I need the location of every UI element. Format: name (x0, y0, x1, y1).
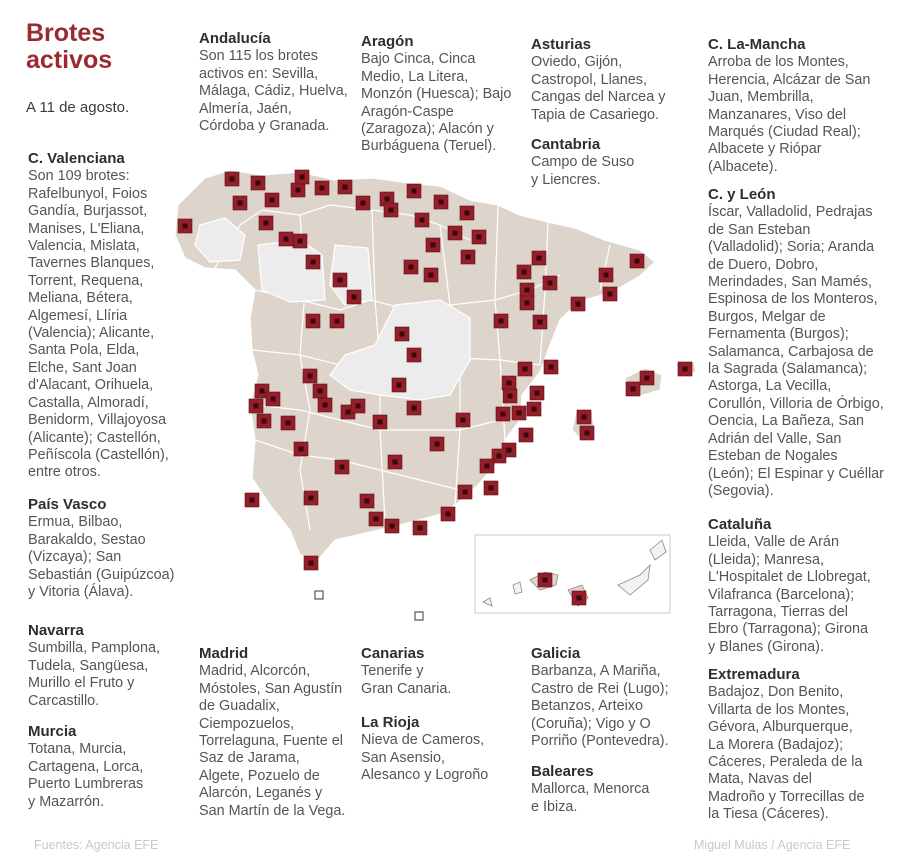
outbreak-marker-center (385, 197, 390, 202)
outbreak-marker-center (465, 211, 470, 216)
region-name: Cataluña (708, 516, 772, 533)
outbreak-marker-center (412, 406, 417, 411)
outbreak-marker-center (338, 278, 343, 283)
footer-credit: Miguel Mulas / Agencia EFE (694, 838, 851, 852)
outbreak-marker-center (320, 186, 325, 191)
outbreak-marker-center (429, 273, 434, 278)
outbreak-marker-center (309, 496, 314, 501)
region-name: Extremadura (708, 666, 800, 683)
outbreak-marker-center (577, 596, 582, 601)
outbreak-marker-center (537, 256, 542, 261)
region-madrid (199, 645, 359, 820)
region-name: Asturias (531, 36, 592, 53)
outbreak-marker-center (260, 389, 265, 394)
region-text: Nieva de Cameros, San Asensio, Alesanco y Logroño (361, 732, 489, 784)
outbreak-marker-center (435, 442, 440, 447)
region-cataluna (708, 516, 898, 656)
region-text: Badajoz, Don Benito, Villarta de los Montes, Gévora, Alburquerque, La Morera (Badajoz); Cáceres, Peraleda de la Mata, Navas del Madroño y Torrecillas de la Tiesa (Cáceres). (708, 684, 865, 823)
outbreak-marker-center (523, 367, 528, 372)
outbreak-marker-center (420, 218, 425, 223)
outbreak-marker-center (365, 499, 370, 504)
region-galicia (531, 645, 696, 750)
region-name: Baleares (531, 763, 594, 780)
outbreak-marker-center (390, 524, 395, 529)
outbreak-marker-center (284, 237, 289, 242)
outbreak-marker-center (264, 221, 269, 226)
region-name: País Vasco (28, 496, 107, 513)
region-text: Oviedo, Gijón, Castropol, Llanes, Cangas del Narcea y Tapia de Casariego. (531, 54, 666, 123)
region-aragon (361, 33, 526, 156)
outbreak-marker-center (538, 320, 543, 325)
outbreak-marker-center (393, 460, 398, 465)
outbreak-marker-center (300, 175, 305, 180)
region-name: C. La-Mancha (708, 36, 806, 53)
outbreak-marker-center (489, 486, 494, 491)
outbreak-marker-center (308, 374, 313, 379)
outbreak-marker-center (238, 201, 243, 206)
region-name: Navarra (28, 622, 84, 639)
outbreak-marker-center (446, 512, 451, 517)
outbreak-marker-center (608, 292, 613, 297)
outbreak-marker-center (508, 394, 513, 399)
region-text: Sumbilla, Pamplona, Tudela, Sangüesa, Murillo el Fruto y Carcastillo. (28, 640, 160, 709)
region-cantabria (531, 136, 696, 189)
region-text: Tenerife y Gran Canaria. (361, 663, 452, 697)
region-text: Ermua, Bilbao, Barakaldo, Sestao (Vizcaya); San Sebastián (Guipúzcoa) y Vitoria (Álava). (28, 514, 175, 601)
region-andalucia (199, 30, 354, 135)
outbreak-marker-center (497, 454, 502, 459)
outbreak-marker-center (631, 387, 636, 392)
region-text: Totana, Murcia, Cartagena, Lorca, Puerto Lumbreras y Mazarrón. (28, 741, 144, 810)
outbreak-marker-center (418, 526, 423, 531)
outbreak-marker-center (549, 365, 554, 370)
region-name: Canarias (361, 645, 425, 662)
region-text: Arroba de los Montes, Herencia, Alcázar de San Juan, Membrilla, Manzanares, Viso del Marqués (Ciudad Real); Albacete y Riópar (Albacete). (708, 54, 871, 175)
region-navarra (28, 622, 188, 710)
outbreak-marker-center (256, 181, 261, 186)
outbreak-marker-center (318, 389, 323, 394)
region-name: Aragón (361, 33, 414, 50)
outbreak-marker-center (412, 353, 417, 358)
outbreak-marker-center (585, 431, 590, 436)
outbreak-marker-center (517, 411, 522, 416)
region-text: Madrid, Alcorcón, Móstoles, San Agustín de Guadalix, Ciempozuelos, Torrelaguna, Fuente el Saz de Jarama, Algete, Pozuelo de Alarcón, Leganés y San Martín de la Vega. (199, 663, 346, 819)
region-name: C. Valenciana (28, 150, 125, 167)
region-name: Cantabria (531, 136, 601, 153)
region-baleares (531, 763, 696, 816)
outbreak-marker-center (524, 433, 529, 438)
region-extremadura (708, 666, 898, 824)
region-text: Campo de Suso y Liencres. (531, 154, 635, 188)
region-text: Son 109 brotes: Rafelbunyol, Foios Gandía, Burjassot, Manises, L'Eliana, Valencia, Mislata, Tavernes Blanques, Torrent, Requena, Meliana, Bétera, Algemesí, Llíria (Valencia); Alicante, Santa Pola, Elda, Elche, Sant Joan d'Alacant, Orihuela, Castalla, Almoradí, Benidorm, Villajoyosa (Alicante); Castellón, Peñíscola (Castellón), entre otros. (28, 168, 169, 481)
region-text: Barbanza, A Mariña, Castro de Rei (Lugo); Betanzos, Arteixo (Coruña); Vigo y O Porriño (Pontevedra). (531, 663, 669, 750)
outbreak-marker-center (311, 260, 316, 265)
outbreak-marker-center (271, 397, 276, 402)
outbreak-marker-center (361, 201, 366, 206)
region-text: Mallorca, Menorca e Ibiza. (531, 781, 650, 815)
outbreak-marker-center (439, 200, 444, 205)
footer-sources: Fuentes: Agencia EFE (34, 838, 159, 852)
region-canarias (361, 645, 521, 698)
outbreak-marker-center (230, 177, 235, 182)
outbreak-marker-center (604, 273, 609, 278)
region-cvalenciana (28, 150, 188, 482)
outbreak-marker-center (461, 418, 466, 423)
outbreak-marker-center (298, 239, 303, 244)
outbreak-marker-center (485, 464, 490, 469)
region-text: Íscar, Valladolid, Pedrajas de San Esteban (Valladolid); Soria; Aranda de Duero, Dobro, Merindades, San Mamés, Espinosa de los Monteros, Burgos, Melgar de Fernamenta (Burgos); Salamanca, Carbajosa de la Sagrada (Salamanca); Astorga, La Vecilla, Corullón, Villoria de Órbigo, Oencia, La Bañeza, San Adrián del Valle, San Esteban de Nogales (León); El Espinar y Cuéllar (Segovia). (708, 204, 884, 499)
region-name: Murcia (28, 723, 77, 740)
outbreak-marker-center (543, 578, 548, 583)
outbreak-marker-center (397, 383, 402, 388)
region-text: Son 115 los brotes activos en: Sevilla, Málaga, Cádiz, Huelva, Almería, Jaén, Córdoba y Granada. (199, 48, 348, 135)
region-name: La Rioja (361, 714, 420, 731)
outbreak-marker-center (412, 189, 417, 194)
outbreak-marker-center (635, 259, 640, 264)
melilla-square (415, 612, 423, 620)
region-asturias (531, 36, 696, 124)
outbreak-marker-center (532, 407, 537, 412)
outbreak-marker-center (286, 421, 291, 426)
outbreak-marker-center (525, 301, 530, 306)
region-text: Lleida, Valle de Arán (Lleida); Manresa, L'Hospitalet de Llobregat, Vilafranca (Barcelona); Tarragona, Tierras del Ebro (Tarragona); Girona y Blanes (Girona). (708, 534, 871, 655)
outbreak-marker-center (683, 367, 688, 372)
outbreak-marker-center (507, 448, 512, 453)
outbreak-marker-center (645, 376, 650, 381)
outbreak-marker-center (548, 281, 553, 286)
outbreak-marker-center (335, 319, 340, 324)
page-title: Brotes activos (26, 19, 113, 74)
outbreak-marker-center (525, 288, 530, 293)
outbreak-marker-center (356, 404, 361, 409)
outbreak-marker-center (582, 415, 587, 420)
outbreak-marker-center (323, 403, 328, 408)
outbreak-marker-center (346, 410, 351, 415)
region-name: Madrid (199, 645, 249, 662)
outbreak-marker-center (250, 498, 255, 503)
outbreak-marker-center (254, 404, 259, 409)
outbreak-marker-center (501, 412, 506, 417)
ceuta-square (315, 591, 323, 599)
outbreak-marker-center (262, 419, 267, 424)
outbreak-marker-center (374, 517, 379, 522)
outbreak-marker-center (340, 465, 345, 470)
region-name: Galicia (531, 645, 581, 662)
outbreak-marker-center (343, 185, 348, 190)
outbreak-marker-center (378, 420, 383, 425)
region-paisvasco (28, 496, 188, 601)
outbreak-marker-center (389, 208, 394, 213)
outbreak-marker-center (352, 295, 357, 300)
outbreak-marker-center (270, 198, 275, 203)
region-name: C. y León (708, 186, 776, 203)
outbreak-marker-center (576, 302, 581, 307)
outbreak-marker-center (477, 235, 482, 240)
date-label: A 11 de agosto. (26, 99, 130, 116)
outbreak-marker-center (296, 188, 301, 193)
outbreak-marker-center (299, 447, 304, 452)
region-larioja (361, 714, 521, 785)
region-murcia (28, 723, 188, 811)
outbreak-marker-center (522, 270, 527, 275)
region-name: Andalucía (199, 30, 271, 47)
outbreak-marker-center (507, 381, 512, 386)
region-cyleon (708, 186, 898, 500)
outbreak-marker-center (535, 391, 540, 396)
outbreak-marker-center (453, 231, 458, 236)
outbreak-marker-center (409, 265, 414, 270)
outbreak-marker-center (400, 332, 405, 337)
region-clamancha (708, 36, 893, 176)
outbreak-marker-center (499, 319, 504, 324)
outbreak-marker-center (466, 255, 471, 260)
outbreak-marker-center (431, 243, 436, 248)
outbreak-marker-center (463, 490, 468, 495)
region-text: Bajo Cinca, Cinca Medio, La Litera, Monzón (Huesca); Bajo Aragón-Caspe (Zaragoza); Alacón y Burbáguena (Teruel). (361, 51, 512, 155)
outbreak-marker-center (309, 561, 314, 566)
outbreak-marker-center (311, 319, 316, 324)
